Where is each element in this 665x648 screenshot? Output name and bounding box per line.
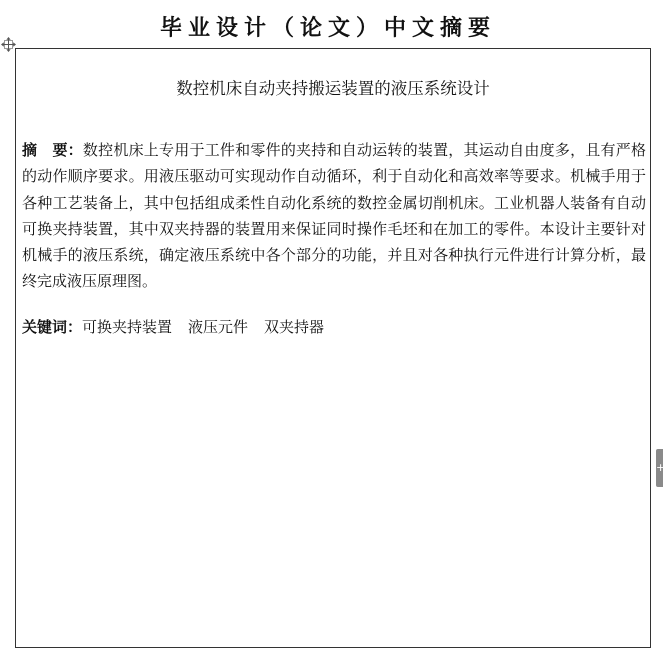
- abstract-paragraph[interactable]: [22, 137, 646, 295]
- keywords-label: 关键词：: [22, 318, 83, 336]
- document-heading: 毕业设计（论文）中文摘要: [159, 15, 496, 41]
- table-move-handle-icon[interactable]: [1, 37, 16, 52]
- keyword-item: 液压元件: [188, 318, 249, 336]
- keyword-item: 双夹持器: [264, 318, 325, 336]
- side-expand-plus-icon[interactable]: +: [656, 449, 663, 487]
- abstract-table-cell[interactable]: [15, 48, 651, 648]
- keywords-line[interactable]: [22, 314, 646, 340]
- paper-title: 数控机床自动夹持搬运装置的液压系统设计: [176, 79, 490, 98]
- abstract-label: 摘 要：: [22, 141, 83, 159]
- keyword-item: 可换夹持装置: [82, 318, 173, 336]
- abstract-text: 数控机床上专用于工件和零件的夹持和自动运转的装置，其运动自由度多，且有严格的动作顺序要求。用液压驱动可实现动作自动循环，利于自动化和高效率等要求。机械手用于各种工艺装备上，其中包括组成柔性自动化系统的数控金属切削机床。工业机器人装备有自动可换夹持装置，其中双夹持器的装置用来保证同时操作毛坯和在加工的零件。本设计主要针对机械手的液压系统，确定液压系统中各个部分的功能，并且对各种执行元件进行计算分析，最终完成液压原理图。: [22, 141, 646, 291]
